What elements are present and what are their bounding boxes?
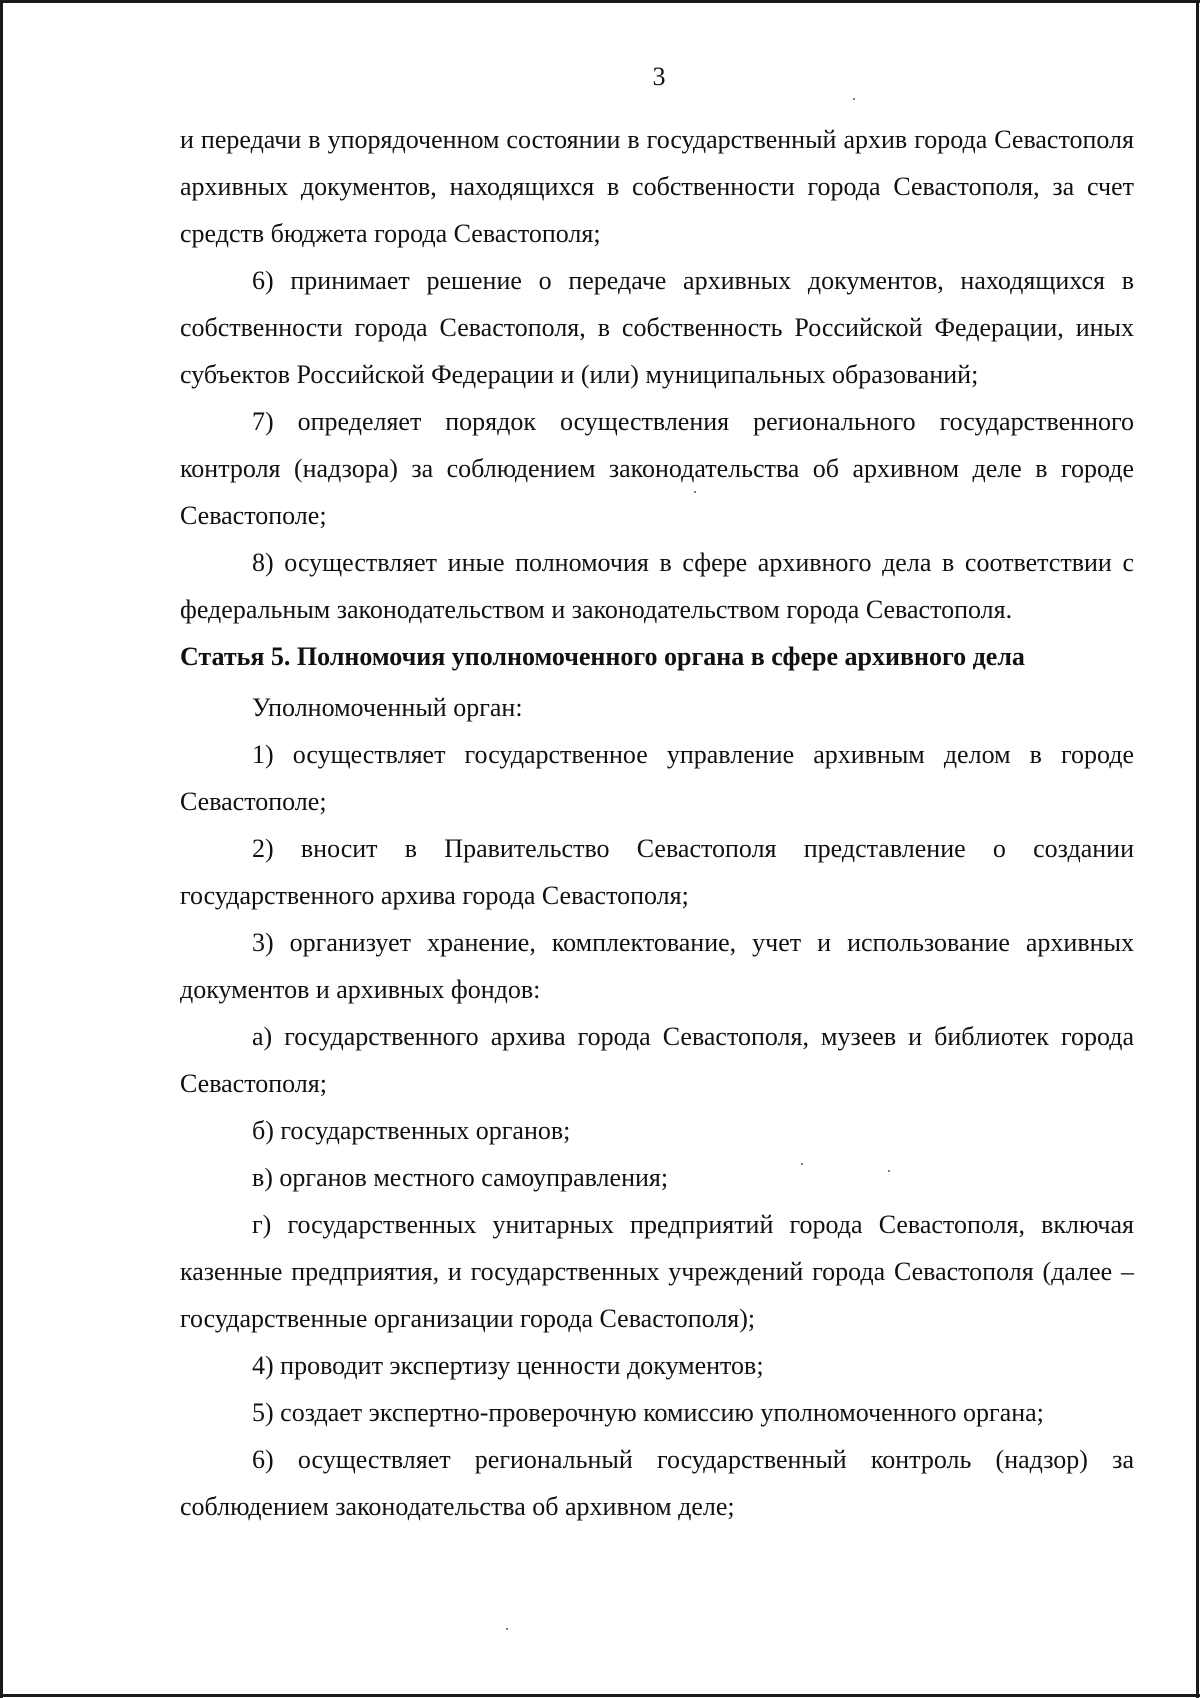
paragraph-item-6: 6) принимает решение о передаче архивных документов, находящихся в собственности города Севастополя, в собственность Российской Федерации, иных субъектов Российской Федерации и (или) муниципальных образований; [180,266,1134,389]
article-intro: Уполномоченный орган: [252,693,523,722]
article-subitem-g: г) государственных унитарных предприятий города Севастополя, включая казенные предприятия, и государственных учреждений города Севастополя (далее – государственные организации города Севастополя); [180,1210,1134,1333]
article-item-6: 6) осуществляет региональный государственный контроль (надзор) за соблюдением законодательства об архивном деле; [180,1445,1134,1521]
scan-speck [853,98,855,100]
article-item-2: 2) вносит в Правительство Севастополя представление о создании государственного архива города Севастополя; [180,834,1134,910]
article-subitem-v: в) органов местного самоуправления; [252,1163,669,1192]
scan-speck [694,491,696,493]
document-body [180,116,1134,1530]
article-item-4: 4) проводит экспертизу ценности документов; [252,1351,764,1380]
article-subitem-b: б) государственных органов; [252,1116,571,1145]
article-item-5: 5) создает экспертно-проверочную комиссию уполномоченного органа; [252,1398,1044,1427]
page-number: 3 [652,62,666,91]
scan-speck [506,1628,508,1630]
scan-border-bottom [0,1694,1200,1697]
scan-border-left [0,0,3,1698]
scan-speck [801,1163,803,1165]
scan-border-right [1196,0,1199,1698]
paragraph-continuation: и передачи в упорядоченном состоянии в государственный архив города Севастополя архивных документов, находящихся в собственности города Севастополя, за счет средств бюджета города Севастополя; [180,125,1134,248]
article-item-3: 3) организует хранение, комплектование, учет и использование архивных документов и архивных фондов: [180,928,1134,1004]
paragraph-item-8: 8) осуществляет иные полномочия в сфере архивного дела в соответствии с федеральным законодательством и законодательством города Севастополя. [180,548,1134,624]
scan-speck [888,1170,890,1172]
article-subitem-a: а) государственного архива города Севастополя, музеев и библиотек города Севастополя; [180,1022,1134,1098]
scan-border-top [0,0,1200,3]
article-item-1: 1) осуществляет государственное управление архивным делом в городе Севастополе; [180,740,1134,816]
paragraph-item-7: 7) определяет порядок осуществления регионального государственного контроля (надзора) за соблюдением законодательства об архивном деле в городе Севастополе; [180,407,1134,530]
article-heading: Статья 5. Полномочия уполномоченного органа в сфере архивного дела [180,642,1025,671]
